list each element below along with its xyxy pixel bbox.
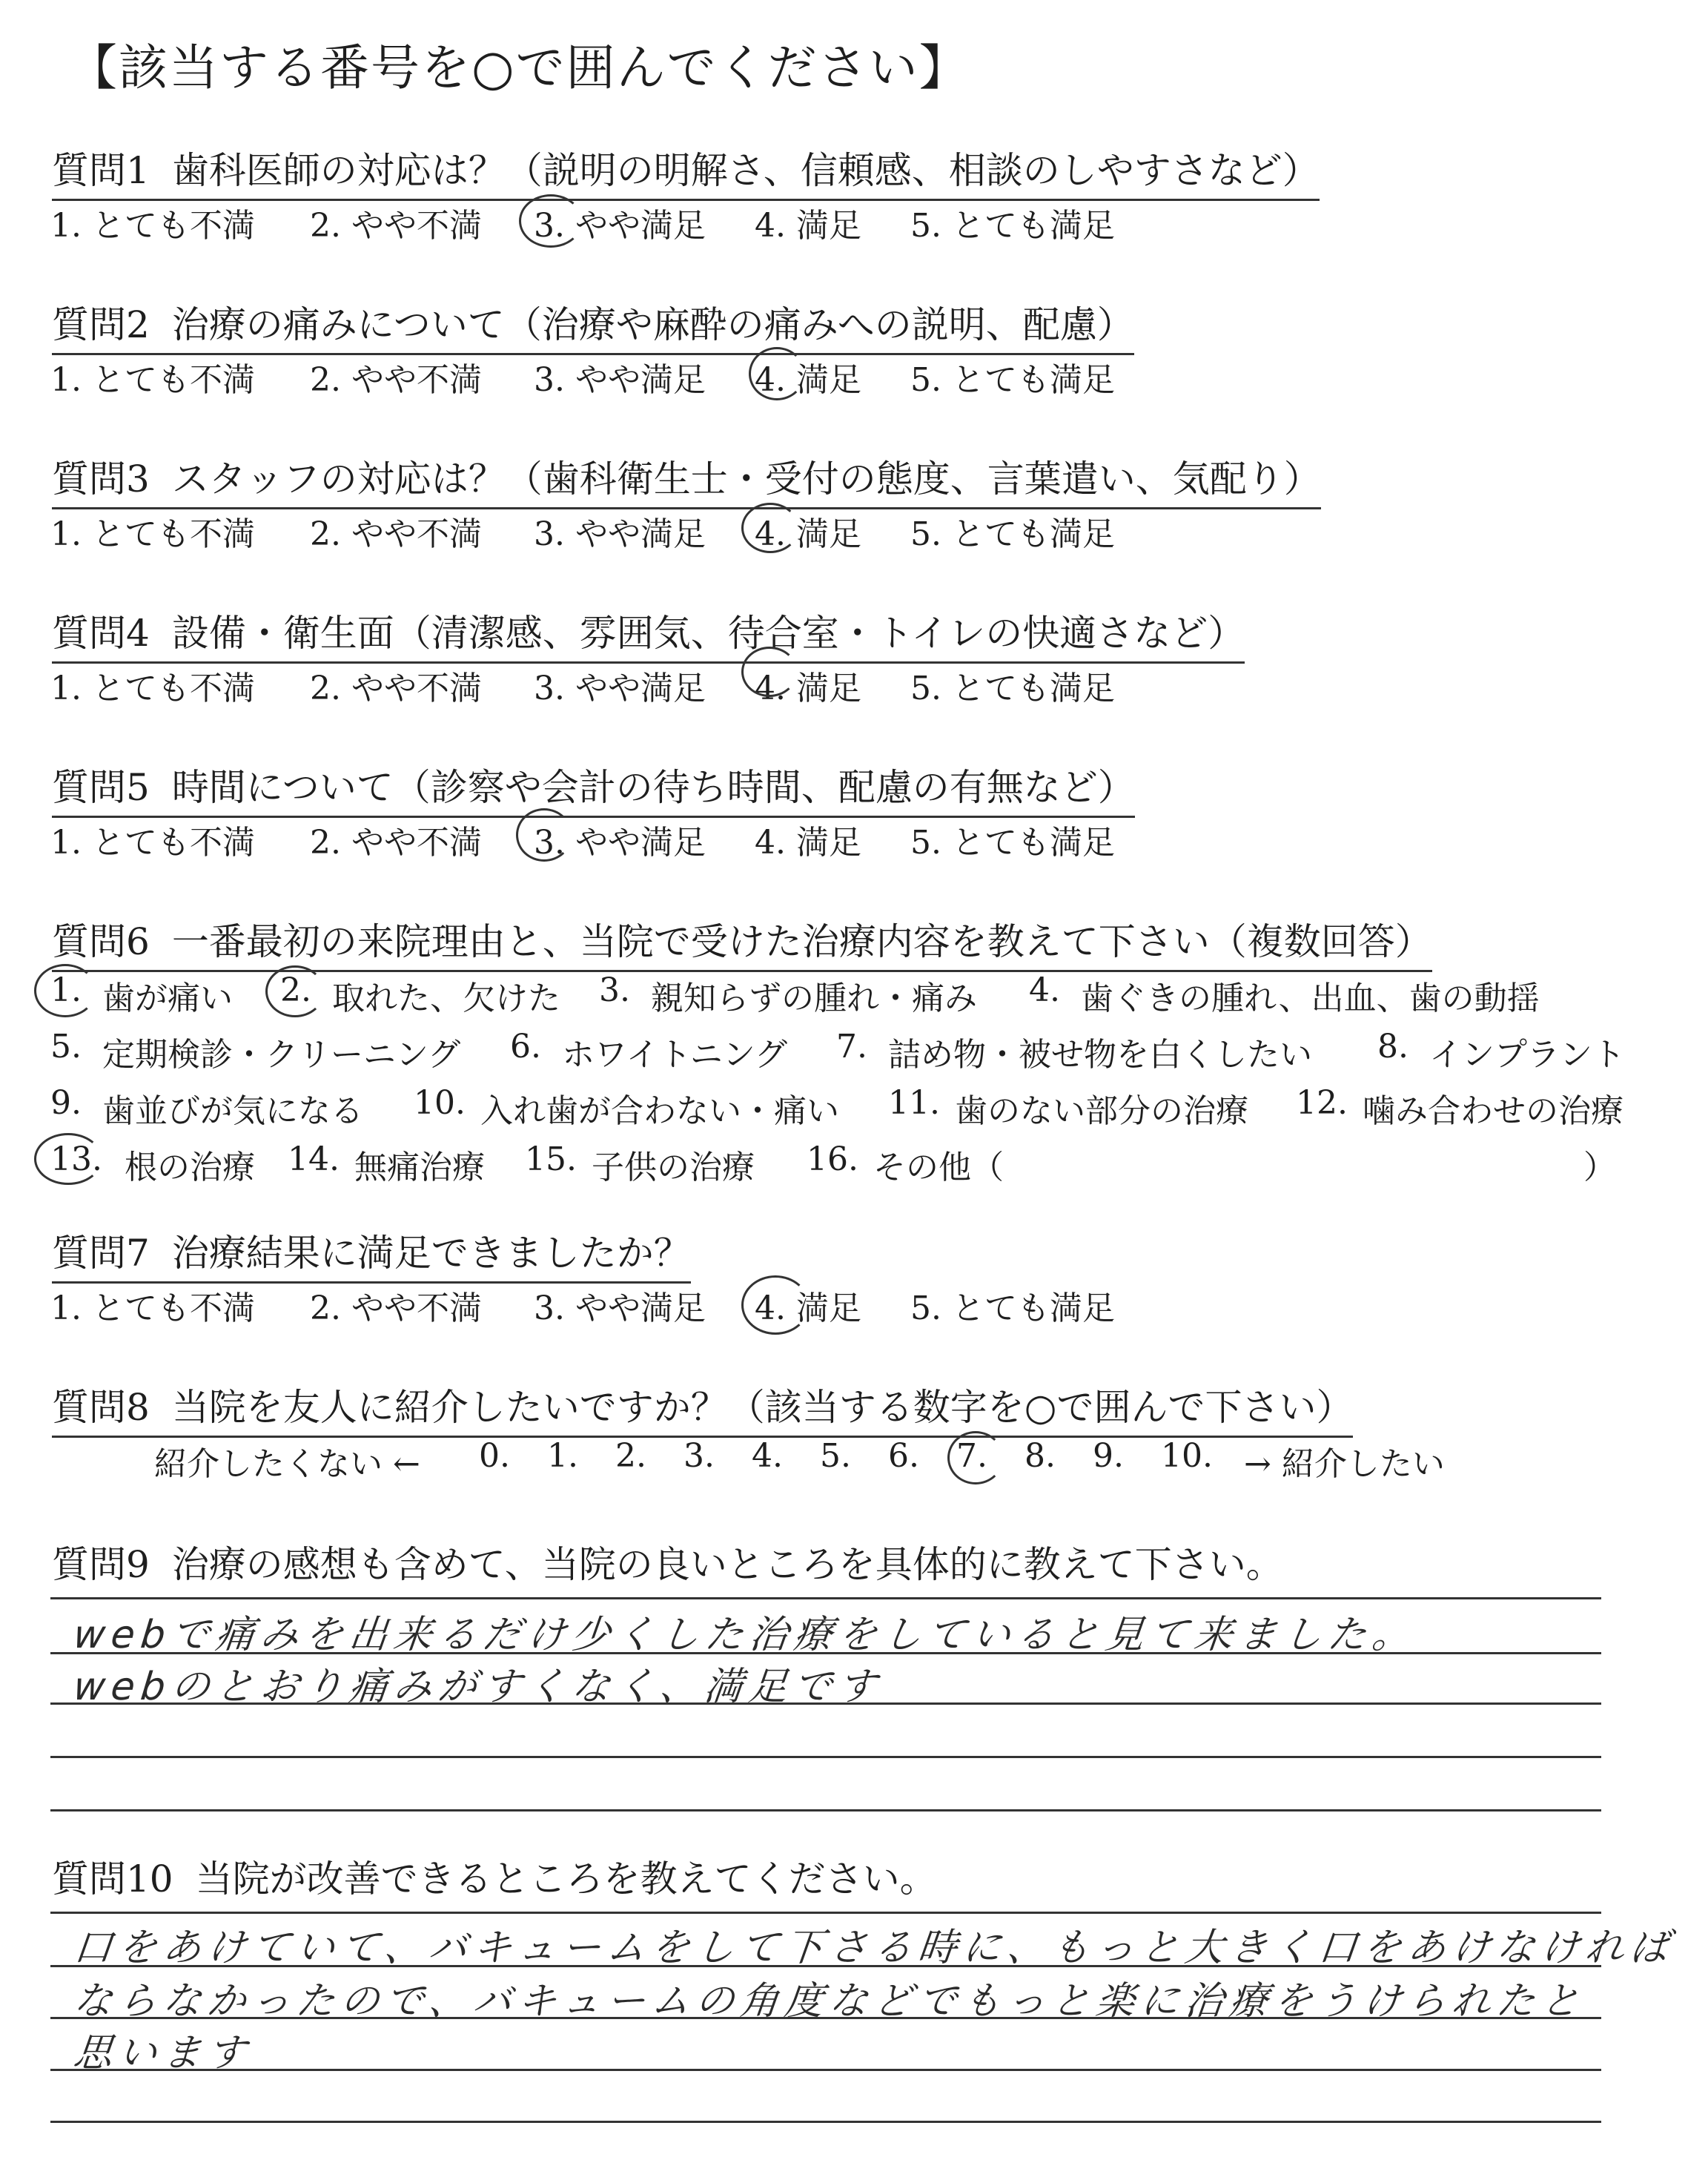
option-4[interactable]: 4. 満足 (755, 207, 861, 245)
reason-9-number[interactable]: 9. (50, 1084, 82, 1122)
option-5[interactable]: 5. とても満足 (910, 515, 1115, 553)
selection-circle (741, 647, 798, 697)
reason-8-number[interactable]: 8. (1377, 1028, 1409, 1066)
selection-circle (516, 808, 572, 862)
option-2[interactable]: 2. やや不満 (310, 207, 482, 245)
question-text: 当院を友人に紹介したいですか？（該当する数字を○で囲んで下さい） (171, 1386, 1354, 1429)
answer-line (50, 1756, 1601, 1758)
scale-8[interactable]: 8. (1025, 1437, 1056, 1475)
question-text: スタッフの対応は？（歯科衛生士・受付の態度、言葉遣い、気配り） (171, 458, 1321, 501)
option-5[interactable]: 5. とても満足 (910, 824, 1115, 862)
reason-14-label[interactable]: 無痛治療 (354, 1149, 485, 1186)
reason-4-number[interactable]: 4. (1029, 971, 1060, 1009)
question-8-heading (52, 1378, 1353, 1438)
question-text: 時間について（診察や会計の待ち時間、配慮の有無など） (171, 766, 1135, 809)
question-7-heading (52, 1223, 691, 1284)
reason-13-label[interactable]: 根の治療 (125, 1149, 255, 1186)
reason-7-label[interactable]: 詰め物・被せ物を白くしたい (888, 1036, 1312, 1074)
reason-4-label[interactable]: 歯ぐきの腫れ、出血、歯の動揺 (1081, 980, 1540, 1017)
reason-11-number[interactable]: 11. (888, 1084, 940, 1122)
scale-7[interactable]: 7. (956, 1437, 987, 1475)
selection-circle (741, 503, 799, 553)
option-4[interactable]: 4. 満足 (755, 515, 861, 553)
handwritten-answer-line: webのとおり痛みがすくなく、満足です (71, 1665, 885, 1709)
question-text: 治療結果に満足できましたか？ (171, 1232, 691, 1275)
question-number: 質問2 (52, 303, 150, 346)
handwritten-answer-line: webで痛みを出来るだけ少くした治療をしていると見て来ました。 (71, 1613, 1420, 1657)
reason-5-label[interactable]: 定期検診・クリーニング (102, 1036, 461, 1074)
answer-line (50, 2121, 1601, 2123)
option-1[interactable]: 1. とても不満 (50, 824, 255, 862)
option-5[interactable]: 5. とても満足 (910, 361, 1115, 399)
option-5[interactable]: 5. とても満足 (910, 1289, 1115, 1327)
selection-circle (741, 1275, 810, 1335)
option-1[interactable]: 1. とても不満 (50, 361, 255, 399)
question-10-heading (52, 1849, 937, 1907)
option-4[interactable]: 4. 満足 (755, 670, 861, 707)
reason-1-number[interactable]: 1. (50, 971, 82, 1009)
question-text: 治療の痛みについて（治療や麻酔の痛みへの説明、配慮） (171, 303, 1134, 346)
option-3[interactable]: 3. やや満足 (534, 1289, 706, 1327)
option-2[interactable]: 2. やや不満 (310, 361, 482, 399)
handwritten-answer-line: 思います (71, 2031, 254, 2075)
question-2-heading (52, 295, 1134, 355)
scale-5[interactable]: 5. (820, 1437, 851, 1475)
option-4[interactable]: 4. 満足 (755, 1289, 861, 1327)
question-5-heading (52, 758, 1135, 818)
option-2[interactable]: 2. やや不満 (310, 824, 482, 862)
answer-line (50, 1912, 1601, 1914)
question-number: 質問1 (52, 149, 150, 192)
reason-13-number[interactable]: 13. (50, 1140, 102, 1178)
other-close-paren: ） (1583, 1149, 1616, 1186)
scale-1[interactable]: 1. (547, 1437, 578, 1475)
question-number: 質問9 (52, 1543, 150, 1586)
answer-line (50, 1809, 1601, 1811)
selection-circle (519, 194, 583, 248)
reason-2-label[interactable]: 取れた、欠けた (332, 980, 560, 1017)
reason-9-label[interactable]: 歯並びが気になる (102, 1092, 363, 1130)
question-text: 歯科医師の対応は？（説明の明解さ、信頼感、相談のしやすさなど） (171, 149, 1320, 192)
option-3[interactable]: 3. やや満足 (534, 824, 706, 862)
option-3[interactable]: 3. やや満足 (534, 515, 706, 553)
question-1-heading (52, 141, 1320, 201)
reason-7-number[interactable]: 7. (836, 1028, 867, 1066)
question-text: 設備・衛生面（清潔感、雰囲気、待合室・トイレの快適さなど） (171, 612, 1245, 655)
reason-12-number[interactable]: 12. (1296, 1084, 1348, 1122)
selection-circle (34, 1133, 102, 1185)
reason-12-label[interactable]: 噛み合わせの治療 (1363, 1092, 1623, 1130)
selection-circle (265, 965, 325, 1017)
question-number: 質問5 (52, 766, 150, 809)
question-3-heading (52, 449, 1321, 509)
selection-circle (947, 1431, 1004, 1484)
reason-16-label[interactable]: その他（ (873, 1149, 1004, 1186)
reason-15-number[interactable]: 15. (525, 1140, 577, 1178)
reason-11-label[interactable]: 歯のない部分の治療 (955, 1092, 1248, 1130)
answer-line (50, 2069, 1601, 2071)
scale-right-label: → 紹介したい (1244, 1445, 1445, 1483)
scale-2[interactable]: 2. (615, 1437, 646, 1475)
scale-9[interactable]: 9. (1093, 1437, 1124, 1475)
reason-1-label[interactable]: 歯が痛い (102, 980, 233, 1017)
selection-circle (34, 964, 96, 1017)
option-4[interactable]: 4. 満足 (755, 824, 861, 862)
question-text: 一番最初の来院理由と、当院で受けた治療内容を教えて下さい（複数回答） (171, 920, 1432, 963)
selection-circle (749, 347, 805, 400)
reason-2-number[interactable]: 2. (280, 971, 311, 1009)
question-text: 当院が改善できるところを教えてください。 (195, 1857, 937, 1900)
reason-16-number[interactable]: 16. (807, 1140, 858, 1178)
option-2[interactable]: 2. やや不満 (310, 670, 482, 707)
option-4[interactable]: 4. 満足 (755, 361, 861, 399)
option-5[interactable]: 5. とても満足 (910, 207, 1115, 245)
option-5[interactable]: 5. とても満足 (910, 670, 1115, 707)
scale-3[interactable]: 3. (683, 1437, 715, 1475)
page-title: 【該当する番号を○で囲んでください】 (68, 39, 970, 96)
reason-14-number[interactable]: 14. (288, 1140, 340, 1178)
option-2[interactable]: 2. やや不満 (310, 1289, 482, 1327)
question-number: 質問4 (52, 612, 150, 655)
question-number: 質問6 (52, 920, 150, 963)
question-6-heading (52, 912, 1432, 972)
question-number: 質問10 (52, 1857, 173, 1900)
option-1[interactable]: 1. とても不満 (50, 515, 255, 553)
reason-8-label[interactable]: インプラント (1429, 1036, 1625, 1074)
scale-6[interactable]: 6. (888, 1437, 919, 1475)
question-4-heading (52, 604, 1245, 664)
reason-10-label[interactable]: 入れ歯が合わない・痛い (480, 1092, 839, 1130)
question-9-heading (52, 1535, 1283, 1593)
question-number: 質問8 (52, 1386, 150, 1429)
reason-3-label[interactable]: 親知らずの腫れ・痛み (651, 980, 977, 1017)
option-1[interactable]: 1. とても不満 (50, 207, 255, 245)
question-text: 治療の感想も含めて、当院の良いところを具体的に教えて下さい。 (171, 1543, 1283, 1586)
question-number: 質問3 (52, 458, 150, 501)
handwritten-answer-line: 口をあけていて、バキュームをして下さる時に、もっと大きく口をあけなければ (71, 1926, 1677, 1970)
reason-5-number[interactable]: 5. (50, 1028, 82, 1066)
option-1[interactable]: 1. とても不満 (50, 670, 255, 707)
option-3[interactable]: 3. やや満足 (534, 361, 706, 399)
option-3[interactable]: 3. やや満足 (534, 207, 706, 245)
reason-3-number[interactable]: 3. (599, 971, 630, 1009)
reason-6-label[interactable]: ホワイトニング (562, 1036, 788, 1074)
scale-0[interactable]: 0. (479, 1437, 510, 1475)
answer-line (50, 1597, 1601, 1599)
handwritten-answer-line: ならなかったので、バキュームの角度などでもっと楽に治療をうけられたと (71, 1979, 1588, 2024)
scale-left-label: 紹介したくない ← (154, 1445, 420, 1483)
option-3[interactable]: 3. やや満足 (534, 670, 706, 707)
question-number: 質問7 (52, 1232, 150, 1275)
reason-10-number[interactable]: 10. (414, 1084, 466, 1122)
scale-10[interactable]: 10. (1161, 1437, 1213, 1475)
option-1[interactable]: 1. とても不満 (50, 1289, 255, 1327)
scale-4[interactable]: 4. (752, 1437, 783, 1475)
reason-6-number[interactable]: 6. (510, 1028, 541, 1066)
reason-15-label[interactable]: 子供の治療 (592, 1149, 755, 1186)
option-2[interactable]: 2. やや不満 (310, 515, 482, 553)
